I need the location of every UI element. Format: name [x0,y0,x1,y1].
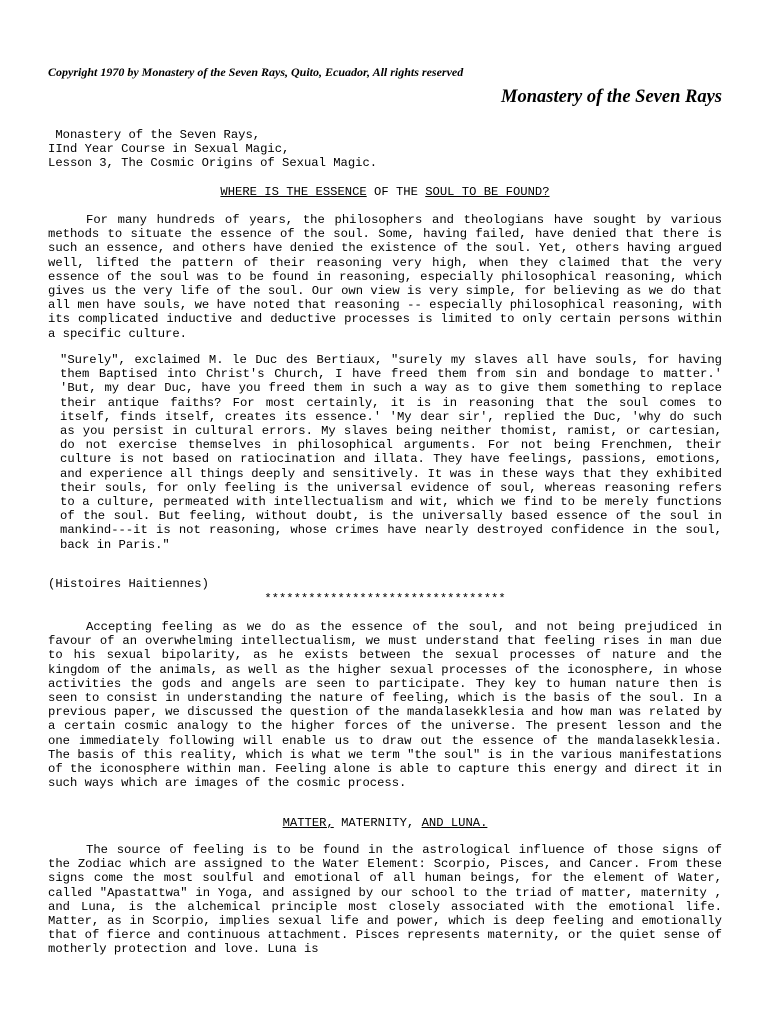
quotation-block: "Surely", exclaimed M. le Duc des Bertiaux, "surely my slaves all have souls, for having them Baptised into Christ's Church, I have freed them from sin and bondage to matter.' 'But, my dear Duc, have you freed them in such a way as to give them something to replace their antique faiths? For most certainly, it is in reasoning that the soul comes to itself, finds itself, creates its essence.' 'My dear sir', replied the Duc, 'why do such as you persist in cultural errors. My slaves being neither thomist, ramist, or cartesian, do not exercise themselves in philosophical arguments. For not being Frenchmen, their culture is not based on ratiocination and illata. They have feelings, passions, emotions, and experience all things deeply and sensitively. It was in these ways that they exhibited their souls, for only feeling is the universal evidence of soul, whereas reasoning refers to a culture, permeated with intellectualism and wit, which we find to be merely functions of the soul. But feeling, without doubt, is the universally based essence of the soul in mankind---it is not reasoning, whose crimes have nearly destroyed confidence in the soul, back in Paris." [60,353,722,552]
paragraph-2: Accepting feeling as we do as the essence of the soul, and not being prejudiced in favour of an overwhelming intellectualism, we must understand that feeling rises in man due to his sexual bipolarity, as he exists between the sexual processes of nature and the kingdom of the animals, as well as the higher sexual processes of the iconosphere, in whose activities the gods and angels are seen to participate. They key to human nature then is seen to consist in understanding the nature of feeling, which is the basis of the soul. In a previous paper, we discussed the question of the mandalasekklesia and how man was related by a certain cosmic analogy to the higher forces of the universe. The present lesson and the one immediately following will enable us to draw out the essence of the mandalasekklesia. The basis of this reality, which is what we term "the soul" is in the various manifestations of the iconosphere within man. Feeling alone is able to capture this energy and direct it in such ways which are images of the cosmic process. [48,620,722,791]
heading-part: WHERE IS THE ESSENCE [220,185,367,199]
heading-part: SOUL TO BE FOUND? [425,185,550,199]
heading-part: MATERNITY, [333,816,422,830]
citation: (Histoires Haitiennes) [48,577,209,591]
header-line-1: Monastery of the Seven Rays, [48,128,261,142]
heading-part: AND LUNA. [421,816,488,830]
section-heading-matter [48,816,722,830]
section-separator: ********************************* [264,592,506,606]
header-line-2: IInd Year Course in Sexual Magic, [48,142,290,157]
header-line-3: Lesson 3, The Cosmic Origins of Sexual Magic. [48,156,378,171]
heading-part: MATTER, [282,816,334,830]
copyright-notice: Copyright 1970 by Monastery of the Seven Rays, Quito, Ecuador, All rights reserved [48,65,464,79]
heading-part: OF THE [366,185,426,199]
paragraph-3: The source of feeling is to be found in the astrological influence of those signs of the Zodiac which are assigned to the Water Element: Scorpio, Pisces, and Cancer. From these signs come the most soulful and emotional of all human beings, for the element of Water, called "Apastattwa" in Yoga, and assigned by our school to the triad of matter, maternity , and Luna, is the alchemical principle most closely associated with the emotional life. Matter, as in Scorpio, implies sexual life and power, which is deep feeling and emotionally that of fierce and continuous attachment. Pisces represents maternity, or the quiet sense of motherly protection and love. Luna is [48,843,722,957]
document-brand-title: Monastery of the Seven Rays [501,87,722,107]
lesson-header [48,128,728,171]
section-heading-soul [48,185,722,199]
paragraph-1: For many hundreds of years, the philosophers and theologians have sought by various methods to situate the essence of the soul. Some, having failed, have denied that there is such an essence, and others have denied the existence of the soul. Yet, others having argued well, lifted the pattern of their reasoning very high, when they claimed that the very essence of the soul was to be found in reasoning, especially philosophical reasoning, which gives us the very life of the soul. Our own view is very simple, for believing as we do that all men have souls, we have noted that reasoning -- especially philosophical reasoning, with its complicated inductive and deductive processes is limited to only certain persons within a specific culture. [48,213,722,341]
